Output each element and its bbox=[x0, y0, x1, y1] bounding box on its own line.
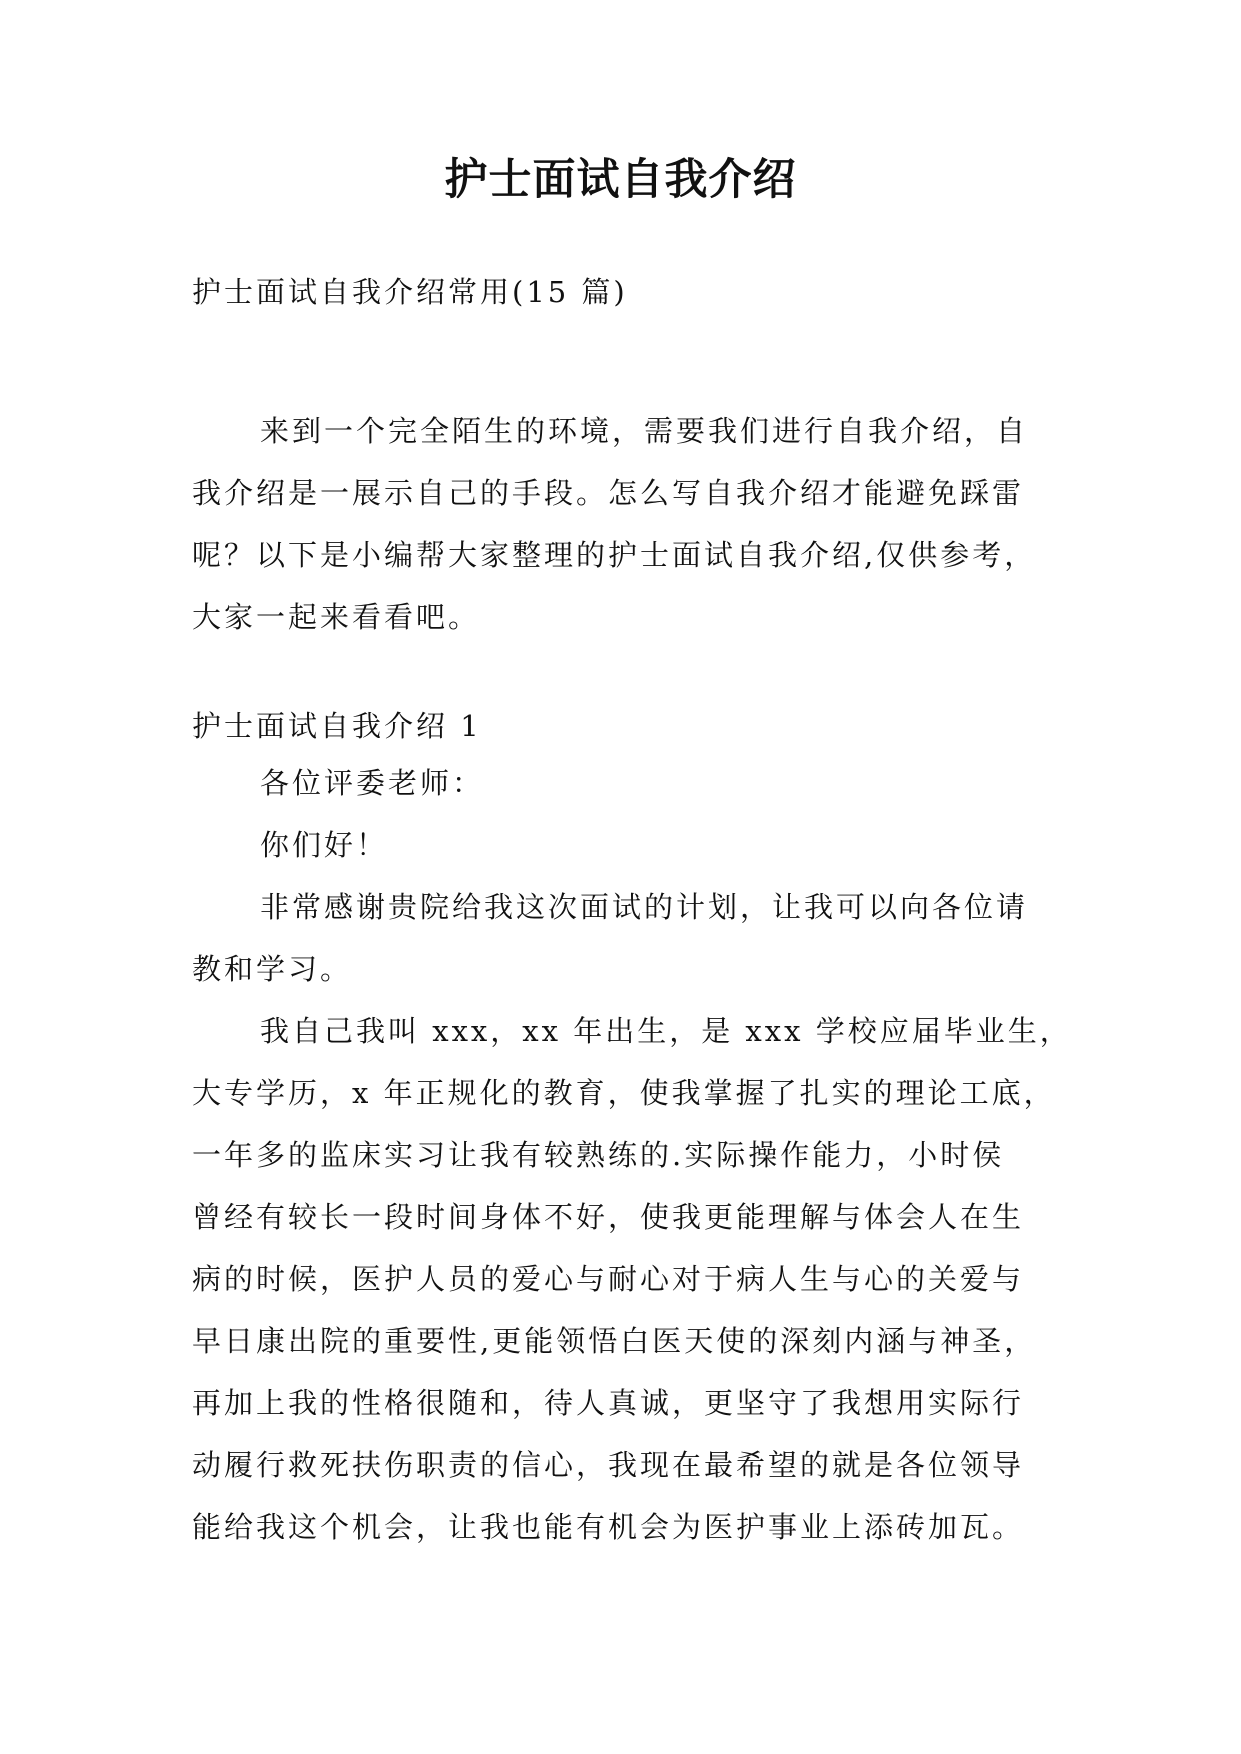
self-intro-line: 病的时候，医护人员的爱心与耐心对于病人生与心的关爱与 bbox=[192, 1262, 1025, 1296]
self-intro-line: 曾经有较长一段时间身体不好，使我更能理解与体会人在生 bbox=[192, 1200, 1025, 1234]
intro-line: 我介绍是一展示自己的手段。怎么写自我介绍才能避免踩雷 bbox=[192, 476, 1025, 510]
document-title: 护士面试自我介绍 bbox=[444, 155, 797, 205]
intro-line: 来到一个完全陌生的环境，需要我们进行自我介绍，自 bbox=[260, 414, 1029, 448]
greeting-line: 各位评委老师： bbox=[260, 766, 485, 800]
self-intro-line: 一年多的监床实习让我有较熟练的.实际操作能力，小时侯 bbox=[192, 1138, 1005, 1172]
self-intro-line: 动履行救死扶伤职责的信心，我现在最希望的就是各位领导 bbox=[192, 1448, 1025, 1482]
thanks-line: 非常感谢贵院给我这次面试的计划，让我可以向各位请 bbox=[260, 890, 1029, 924]
section-heading: 护士面试自我介绍 1 bbox=[192, 709, 482, 743]
self-intro-line: 再加上我的性格很随和，待人真诚，更坚守了我想用实际行 bbox=[192, 1386, 1025, 1420]
thanks-line: 教和学习。 bbox=[192, 952, 353, 986]
document-subtitle: 护士面试自我介绍常用(15 篇) bbox=[192, 275, 628, 309]
letter-body bbox=[192, 752, 1072, 1558]
intro-line: 呢？以下是小编帮大家整理的护士面试自我介绍,仅供参考， bbox=[192, 538, 1037, 572]
intro-paragraph bbox=[192, 400, 1072, 648]
intro-line: 大家一起来看看吧。 bbox=[192, 600, 481, 634]
self-intro-line: 能给我这个机会，让我也能有机会为医护事业上添砖加瓦。 bbox=[192, 1510, 1025, 1544]
self-intro-line: 大专学历，x 年正规化的教育，使我掌握了扎实的理论工底， bbox=[192, 1076, 1056, 1110]
hello-line: 你们好！ bbox=[260, 828, 389, 862]
self-intro-line: 早日康出院的重要性,更能领悟白医天使的深刻内涵与神圣， bbox=[192, 1324, 1037, 1358]
self-intro-line: 我自己我叫 xxx，xx 年出生，是 xxx 学校应届毕业生， bbox=[260, 1014, 1072, 1048]
